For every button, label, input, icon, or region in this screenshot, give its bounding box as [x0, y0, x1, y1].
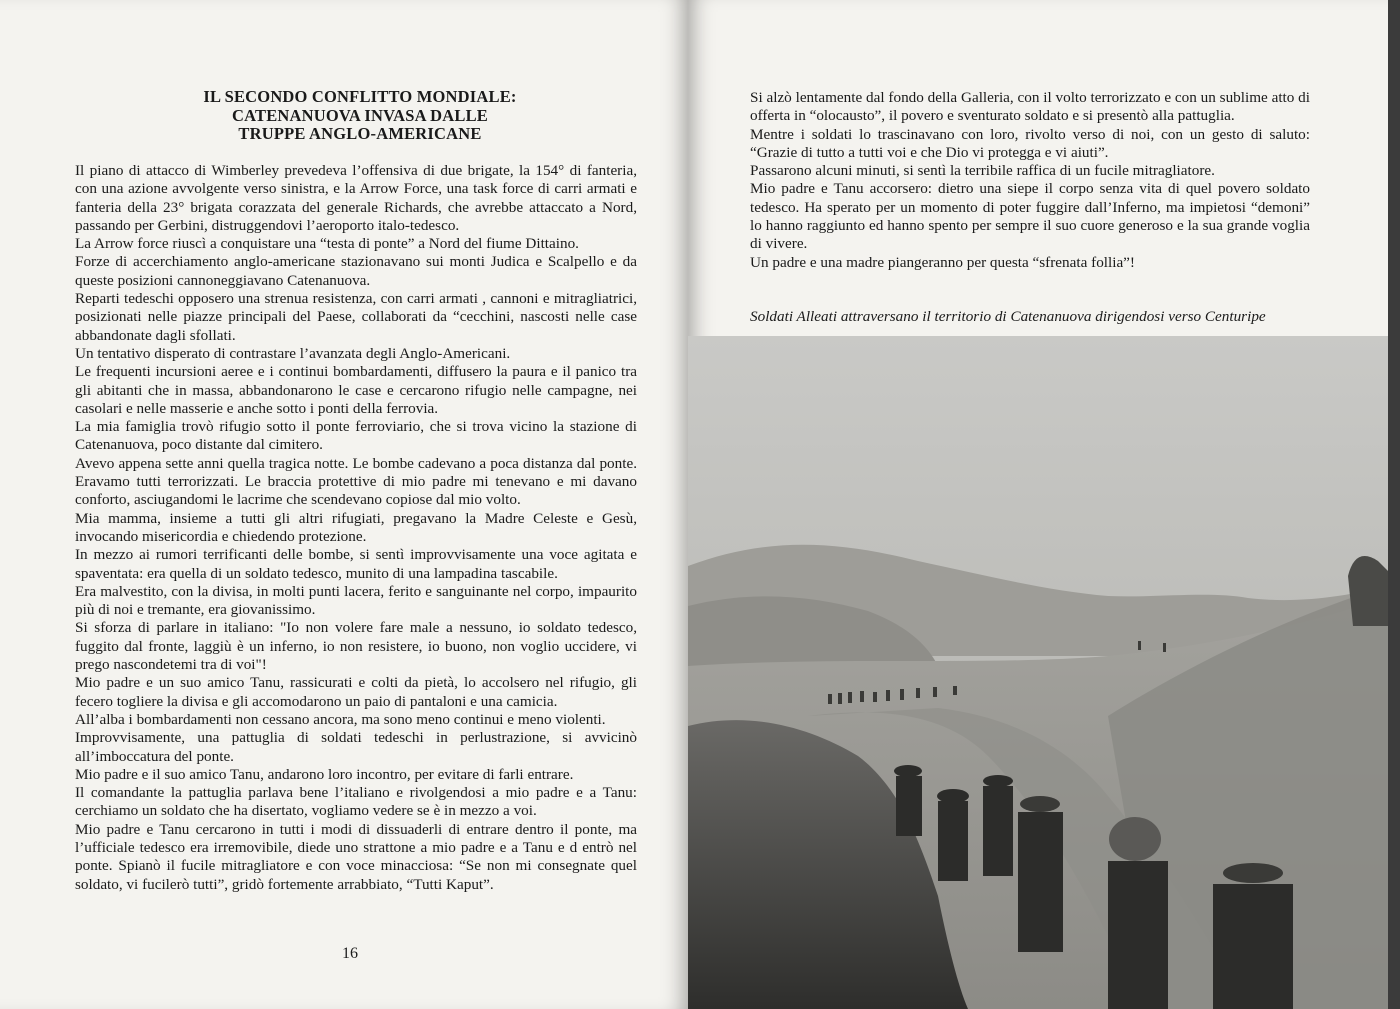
- left-body-text: [75, 162, 637, 894]
- paragraph: Le frequenti incursioni aeree e i continui bombardamenti, diffusero la paura e il panico tra gli abitanti che in massa, abbandonarono le case e cercarono rifugio nelle campagne, nei casolari e nelle masserie e anche sotto i ponti della ferrovia.: [75, 363, 637, 417]
- paragraph: La Arrow force riuscì a conquistare una “testa di ponte” a Nord del fiume Dittaino.: [75, 235, 579, 253]
- paragraph: Improvvisamente, una pattuglia di soldati tedeschi in perlustrazione, si avvicinò all’imboccatura del ponte.: [75, 729, 637, 765]
- paragraph: Mio padre e Tanu accorsero: dietro una siepe il corpo senza vita di quel povero soldato tedesco. Ha sperato per un momento di poter fuggire dall’Inferno, ma impietosi “demoni” lo hanno raggiunto ed hanno spento per sempre il suo cuore generoso e la sua grande voglia di vivere.: [750, 180, 1310, 253]
- soldiers-photo: [688, 336, 1388, 1009]
- photo-caption: Soldati Alleati attraversano il territorio di Catenanuova dirigendosi verso Centuripe: [750, 308, 1266, 325]
- paragraph: Reparti tedeschi opposero una strenua resistenza, con carri armati , cannoni e mitragliatrici, posizionati nelle piazze principali del Paese, collaborati da “cecchini, nascosti nelle case abbandonate dagli sfollati.: [75, 290, 637, 344]
- title-line: IL SECONDO CONFLITTO MONDIALE:: [203, 87, 517, 106]
- paragraph: Il comandante la pattuglia parlava bene l’italiano e rivolgendosi a mio padre e a Tanu: cerchiamo un soldato che ha disertato, vogliamo vedere se è in mezzo a voi.: [75, 784, 637, 820]
- right-page: [688, 0, 1388, 1009]
- paragraph: All’alba i bombardamenti non cessano ancora, ma sono meno continui e meno violenti.: [75, 710, 606, 728]
- paragraph: Un padre e una madre piangeranno per questa “sfrenata follia”!: [750, 253, 1135, 271]
- paragraph: La mia famiglia trovò rifugio sotto il ponte ferroviario, che si trova vicino la stazione di Catenanuova, poco distante dal cimitero.: [75, 418, 637, 454]
- page-number: 16: [342, 945, 358, 962]
- tree-right: [1348, 556, 1388, 626]
- paragraph: Passarono alcuni minuti, si sentì la terribile raffica di un fucile mitragliatore.: [750, 162, 1215, 180]
- paragraph: Il piano di attacco di Wimberley prevedeva l’offensiva di due brigate, la 154° di fanteria, con una azione avvolgente verso sinistra, e la Arrow Force, una task force di carri armati e fanteria della 23° brigata corazzata del generale Richards, che avrebbe attaccato a Nord, passando per Gerbini, distruggendovi l’aeroporto italo-tedesco.: [75, 162, 637, 234]
- left-page: [0, 0, 688, 1009]
- paragraph: Mio padre e il suo amico Tanu, andarono loro incontro, per evitare di farli entrare.: [75, 765, 574, 783]
- paragraph: In mezzo ai rumori terrificanti delle bombe, si sentì improvvisamente una voce agitata e spaventata: era quella di un soldato tedesco, munito di una lampadina tascabile.: [75, 546, 637, 582]
- paragraph: Mentre i soldati lo trascinavano con loro, rivolto verso di noi, con un gesto di saluto: “Grazie di tutto a tutti voi e che Dio vi protegga e vi aiuti”.: [750, 125, 1310, 161]
- paragraph: Un tentativo disperato di contrastare l’avanzata degli Anglo-Americani.: [75, 344, 511, 362]
- paragraph: Si sforza di parlare in italiano: "Io non volere fare male a nessuno, io soldato tedesco, fuggito dal fronte, laggiù è un inferno, io non resistere, io buono, non voglio uccidere, vi prego nascondetemi tra di voi"!: [75, 619, 637, 674]
- paragraph: Era malvestito, con la divisa, in molti punti lacera, ferito e sanguinante nel corpo, impaurito più di noi e tremante, era giovanissimo.: [75, 582, 637, 619]
- paragraph: Forze di accerchiamento anglo-americane stazionavano sui monti Judica e Scalpello e da queste posizioni cannoneggiavano Catenanuova.: [75, 253, 637, 289]
- chapter-title: [80, 88, 640, 144]
- right-body-text: [750, 89, 1310, 272]
- book-edge: [1388, 0, 1400, 1009]
- paragraph: Mio padre e un suo amico Tanu, rassicurati e colti da pietà, lo accolsero nel rifugio, gli fecero togliere la divisa e gli accomodarono un paio di pantaloni e una camicia.: [75, 674, 637, 710]
- paragraph: Mia mamma, insieme a tutti gli altri rifugiati, pregavano la Madre Celeste e Gesù, invocando misericordia e chiedendo protezione.: [75, 509, 637, 545]
- title-line: CATENANUOVA INVASA DALLE: [231, 105, 489, 125]
- paragraph: Mio padre e Tanu cercarono in tutti i modi di dissuaderli di entrare dentro il ponte, ma l’ufficiale tedesco era irremovibile, diede uno strattone a mio padre e a Tanu e d entrò nel ponte. Spianò il fucile mitragliatore e con voce minacciosa: “Se non mi consegnate quel soldato, vi fucilerò tutti”, gridò fortemente arrabbiato, “Tutti Kaput”.: [75, 820, 637, 893]
- paragraph: Si alzò lentamente dal fondo della Galleria, con il volto terrorizzato e con un sublime atto di offerta in “olocausto”, il povero e sventurato soldato e si presentò alla pattuglia.: [750, 89, 1310, 125]
- paragraph: Avevo appena sette anni quella tragica notte. Le bombe cadevano a poca distanza dal ponte. Eravamo tutti terrorizzati. Le braccia protettive di mio padre mi tenevano e mi davano conforto, asciugandomi le lacrime che scendevano copiose dal mio volto.: [75, 454, 637, 509]
- title-line: TRUPPE ANGLO-AMERICANE: [238, 124, 482, 143]
